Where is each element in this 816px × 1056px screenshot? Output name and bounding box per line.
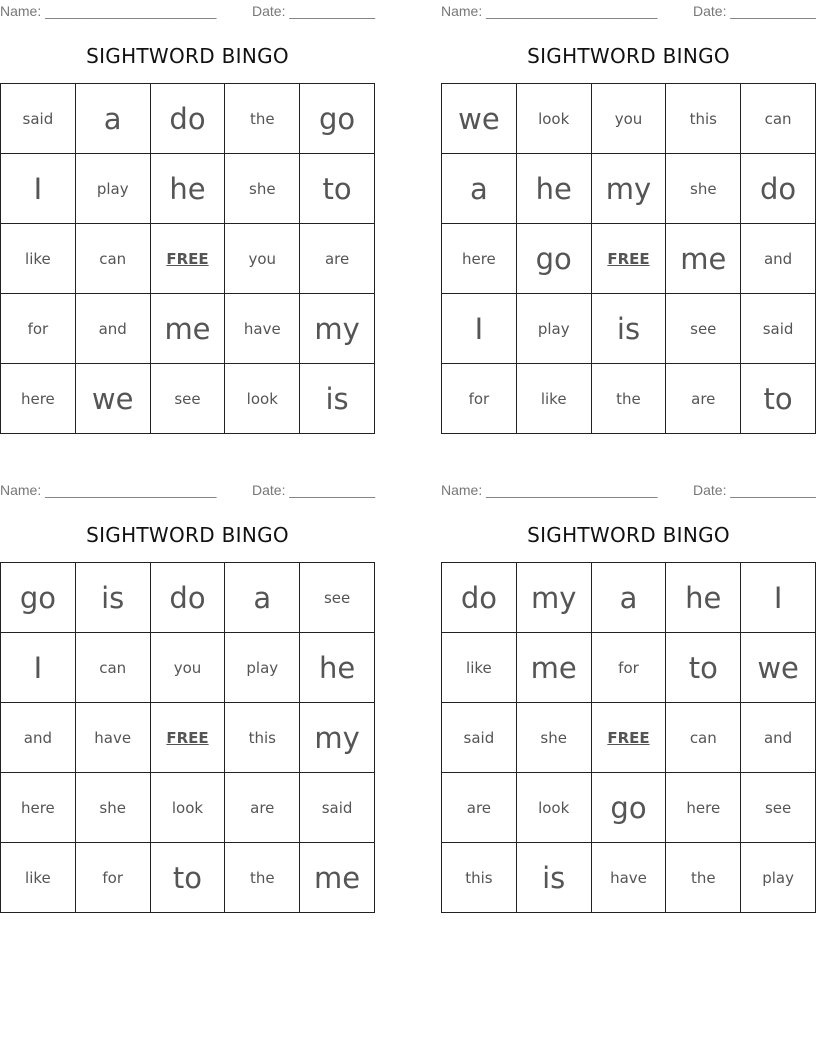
name-field-label: Name: ______________________ [0, 3, 217, 19]
bingo-grid [441, 83, 816, 434]
bingo-cell: have [75, 703, 150, 773]
bingo-cell: a [591, 563, 666, 633]
bingo-row [442, 224, 816, 294]
bingo-cell: here [1, 773, 76, 843]
bingo-cell: for [442, 364, 517, 434]
bingo-cell: my [300, 294, 375, 364]
bingo-cell: me [150, 294, 225, 364]
bingo-cell: said [300, 773, 375, 843]
bingo-cell: I [1, 633, 76, 703]
bingo-row [1, 703, 375, 773]
date-field-label: Date: ___________ [252, 482, 375, 498]
bingo-cell: look [516, 84, 591, 154]
bingo-cell: she [516, 703, 591, 773]
bingo-cell: can [75, 224, 150, 294]
free-space-cell: FREE [150, 703, 225, 773]
bingo-cell: go [516, 224, 591, 294]
bingo-cell: said [1, 84, 76, 154]
bingo-cell: do [741, 154, 816, 224]
bingo-cell: to [150, 843, 225, 913]
bingo-cell: go [591, 773, 666, 843]
bingo-cell: do [442, 563, 517, 633]
bingo-row [442, 364, 816, 434]
bingo-row [1, 843, 375, 913]
bingo-cell: me [300, 843, 375, 913]
bingo-cell: she [666, 154, 741, 224]
bingo-cell: he [516, 154, 591, 224]
bingo-cell: this [442, 843, 517, 913]
bingo-cell: he [666, 563, 741, 633]
bingo-cell: and [741, 703, 816, 773]
bingo-cell: look [150, 773, 225, 843]
bingo-cell: are [442, 773, 517, 843]
bingo-cell: the [666, 843, 741, 913]
bingo-cell: can [666, 703, 741, 773]
bingo-row [442, 294, 816, 364]
card-title: SIGHTWORD BINGO [527, 523, 730, 547]
bingo-row [1, 294, 375, 364]
bingo-card [0, 0, 375, 434]
bingo-cell: the [591, 364, 666, 434]
bingo-cell: we [741, 633, 816, 703]
card-header [0, 0, 375, 22]
bingo-cell: said [741, 294, 816, 364]
bingo-cell: my [516, 563, 591, 633]
bingo-cell: look [225, 364, 300, 434]
bingo-cell: a [442, 154, 517, 224]
name-field-label: Name: ______________________ [441, 482, 658, 498]
bingo-cell: can [741, 84, 816, 154]
bingo-cell: my [591, 154, 666, 224]
bingo-cell: are [225, 773, 300, 843]
bingo-cell: do [150, 563, 225, 633]
bingo-row [1, 563, 375, 633]
bingo-cell: and [75, 294, 150, 364]
bingo-cell: play [75, 154, 150, 224]
free-space-cell: FREE [591, 703, 666, 773]
name-field-label: Name: ______________________ [441, 3, 658, 19]
bingo-row [442, 703, 816, 773]
bingo-cell: we [442, 84, 517, 154]
bingo-cell: see [150, 364, 225, 434]
free-space-cell: FREE [150, 224, 225, 294]
bingo-cell: I [1, 154, 76, 224]
bingo-cell: you [150, 633, 225, 703]
date-field-label: Date: ___________ [693, 482, 816, 498]
bingo-row [442, 773, 816, 843]
bingo-row [1, 773, 375, 843]
card-header [441, 0, 816, 22]
bingo-cell: for [591, 633, 666, 703]
bingo-cell: play [516, 294, 591, 364]
bingo-cell: here [666, 773, 741, 843]
bingo-cell: you [591, 84, 666, 154]
bingo-cell: a [225, 563, 300, 633]
bingo-row [1, 84, 375, 154]
bingo-card [441, 0, 816, 434]
bingo-grid [0, 562, 375, 913]
bingo-cell: is [516, 843, 591, 913]
bingo-cell: like [442, 633, 517, 703]
bingo-cell: go [1, 563, 76, 633]
bingo-cell: is [591, 294, 666, 364]
bingo-grid [441, 562, 816, 913]
bingo-cell: the [225, 84, 300, 154]
bingo-cell: are [300, 224, 375, 294]
bingo-cell: look [516, 773, 591, 843]
bingo-cell: see [666, 294, 741, 364]
bingo-row [1, 364, 375, 434]
card-title: SIGHTWORD BINGO [86, 44, 289, 68]
bingo-cell: a [75, 84, 150, 154]
bingo-cell: is [300, 364, 375, 434]
card-title: SIGHTWORD BINGO [527, 44, 730, 68]
bingo-cell: me [516, 633, 591, 703]
card-title: SIGHTWORD BINGO [86, 523, 289, 547]
bingo-card [0, 479, 375, 913]
bingo-cell: like [516, 364, 591, 434]
bingo-row [442, 563, 816, 633]
bingo-cell: my [300, 703, 375, 773]
bingo-cell: like [1, 224, 76, 294]
bingo-cell: you [225, 224, 300, 294]
date-field-label: Date: ___________ [693, 3, 816, 19]
bingo-cell: play [741, 843, 816, 913]
bingo-cell: for [1, 294, 76, 364]
bingo-cell: me [666, 224, 741, 294]
bingo-cell: he [150, 154, 225, 224]
bingo-cell: and [1, 703, 76, 773]
bingo-cell: see [741, 773, 816, 843]
free-space-cell: FREE [591, 224, 666, 294]
bingo-cell: she [225, 154, 300, 224]
bingo-row [1, 154, 375, 224]
bingo-cell: to [300, 154, 375, 224]
bingo-cell: like [1, 843, 76, 913]
bingo-cell: and [741, 224, 816, 294]
bingo-cell: see [300, 563, 375, 633]
bingo-cell: have [225, 294, 300, 364]
bingo-cell: this [225, 703, 300, 773]
bingo-cell: for [75, 843, 150, 913]
bingo-row [442, 633, 816, 703]
card-header [441, 479, 816, 501]
bingo-cell: to [741, 364, 816, 434]
bingo-cell: play [225, 633, 300, 703]
bingo-cell: here [442, 224, 517, 294]
bingo-row [1, 224, 375, 294]
name-field-label: Name: ______________________ [0, 482, 217, 498]
bingo-cell: do [150, 84, 225, 154]
bingo-cell: the [225, 843, 300, 913]
bingo-cell: go [300, 84, 375, 154]
bingo-cell: this [666, 84, 741, 154]
bingo-grid [0, 83, 375, 434]
bingo-cell: we [75, 364, 150, 434]
bingo-cell: can [75, 633, 150, 703]
bingo-cell: here [1, 364, 76, 434]
bingo-row [442, 84, 816, 154]
card-header [0, 479, 375, 501]
bingo-cell: said [442, 703, 517, 773]
bingo-cell: she [75, 773, 150, 843]
date-field-label: Date: ___________ [252, 3, 375, 19]
bingo-row [1, 633, 375, 703]
bingo-cell: I [741, 563, 816, 633]
bingo-cell: is [75, 563, 150, 633]
bingo-cell: have [591, 843, 666, 913]
bingo-row [442, 154, 816, 224]
bingo-row [442, 843, 816, 913]
bingo-cell: are [666, 364, 741, 434]
bingo-cell: I [442, 294, 517, 364]
bingo-cell: to [666, 633, 741, 703]
bingo-card [441, 479, 816, 913]
bingo-cell: he [300, 633, 375, 703]
